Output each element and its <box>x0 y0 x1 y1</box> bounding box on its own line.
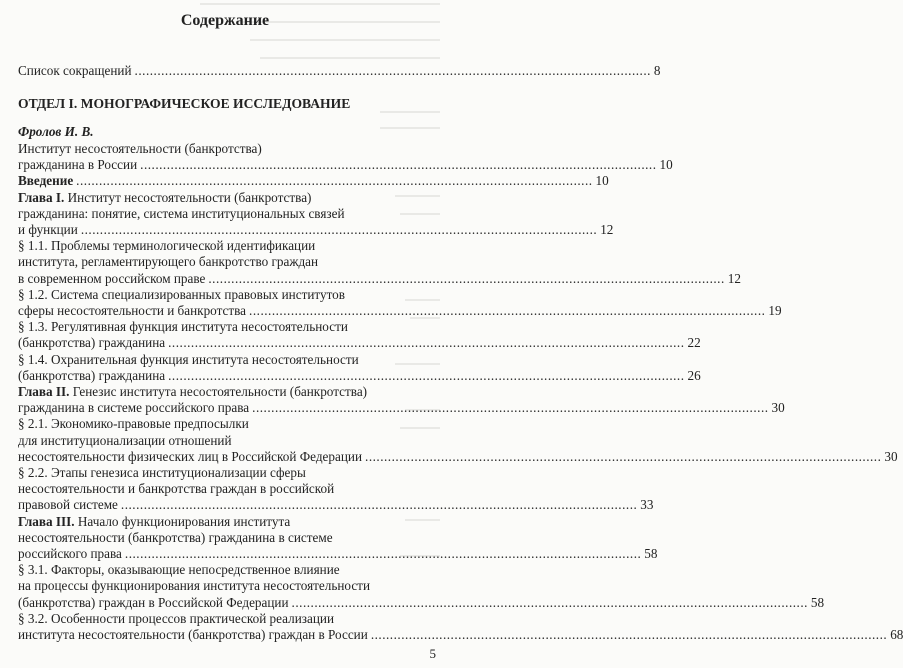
toc-entry[interactable]: сферы несостоятельности и банкротства ........................................................................................................................................ 19 <box>18 303 782 318</box>
chapter-heading: Глава II. Генезис института несостоятельности (банкротства) <box>18 384 368 399</box>
toc-page-number: 30 <box>884 448 898 464</box>
toc-entry[interactable]: гражданина в системе российского права ........................................................................................................................................ 30 <box>18 400 785 416</box>
toc-page-number: 12 <box>727 270 741 286</box>
dot-leader: ........................................................................................................................................ <box>80 222 598 237</box>
toc-entry[interactable]: несостоятельности физических лиц в Российской Федерации ........................................................................................................................................ 30 <box>18 448 898 464</box>
toc-entry[interactable]: правовой системе ........................................................................................................................................ 33 <box>18 497 654 513</box>
toc-entry[interactable]: института несостоятельности (банкротства) граждан в России ........................................................................................................................................ 68 <box>18 627 903 642</box>
toc-line: для институционализации отношений <box>18 432 232 448</box>
toc-entry-text: Список сокращений <box>18 63 132 78</box>
toc-entry-abbreviations[interactable] <box>18 63 661 79</box>
toc-page-number: 10 <box>659 157 673 173</box>
toc-line: § 2.1. Экономико-правовые предпосылки <box>18 416 249 432</box>
toc-page-number: 33 <box>640 497 654 513</box>
toc-entry[interactable]: в современном российском праве ........................................................................................................................................ 12 <box>18 270 741 286</box>
toc-page-number: 12 <box>600 222 614 237</box>
toc-entry[interactable]: (банкротства) гражданина ........................................................................................................................................ 22 <box>18 335 701 351</box>
dot-leader: ........................................................................................................................................ <box>365 448 882 464</box>
dot-leader: ........................................................................................................................................ <box>208 270 725 286</box>
toc-line: § 1.3. Регулятивная функция института несостоятельности <box>18 319 348 335</box>
toc-entry[interactable]: и функции ........................................................................................................................................ 12 <box>18 222 614 237</box>
dot-leader: ........................................................................................................................................ <box>252 400 769 416</box>
toc-line: § 1.1. Проблемы терминологической идентификации <box>18 238 316 254</box>
toc-entry[interactable]: (банкротства) гражданина ........................................................................................................................................ 26 <box>18 367 701 383</box>
toc-line: § 3.1. Факторы, оказывающие непосредственное влияние <box>18 562 340 578</box>
chapter-heading: Глава III. Начало функционирования института <box>18 513 291 529</box>
toc-page-number: 26 <box>687 367 701 383</box>
author-name: Фролов И. В. <box>18 124 94 139</box>
dot-leader: ........................................................................................................................................ <box>249 303 766 318</box>
page-number: 5 <box>429 646 436 661</box>
toc-page-number: 58 <box>810 594 825 610</box>
page-title: Содержание <box>180 12 270 29</box>
toc-line: на процессы функционирования института несостоятельности <box>18 578 370 594</box>
toc-page-number: 30 <box>771 400 785 416</box>
dot-leader: ........................................................................................................................................ <box>168 335 685 351</box>
dot-leader: ........................................................................................................................................ <box>291 594 808 610</box>
toc-line: гражданина: понятие, система институциональных связей <box>18 205 345 221</box>
dot-leader: ........................................................................................................................................ <box>124 546 642 561</box>
toc-entry[interactable]: гражданина в России ........................................................................................................................................ 10 <box>18 157 673 173</box>
dot-leader: ........................................................................................................................................ <box>134 63 651 78</box>
dot-leader: ........................................................................................................................................ <box>168 367 685 383</box>
dot-leader: ........................................................................................................................................ <box>76 173 593 189</box>
section-heading: ОТДЕЛ I. МОНОГРАФИЧЕСКОЕ ИССЛЕДОВАНИЕ <box>18 96 351 111</box>
dot-leader: ........................................................................................................................................ <box>370 627 888 642</box>
toc-page-number: 19 <box>768 303 782 318</box>
toc-line: института, регламентирующего банкротство граждан <box>18 254 319 270</box>
chapter-heading: Глава I. Институт несостоятельности (банкротства) <box>18 189 312 205</box>
toc-line: § 1.4. Охранительная функция института несостоятельности <box>18 351 359 367</box>
toc-line: § 3.2. Особенности процессов практической реализации <box>18 610 335 626</box>
toc-line: § 2.2. Этапы генезиса институционализации сферы <box>18 465 306 480</box>
toc-line: несостоятельности и банкротства граждан в российской <box>18 481 335 497</box>
toc-page-number: 68 <box>890 627 903 642</box>
toc-line: § 1.2. Система специализированных правовых институтов <box>18 286 346 302</box>
dot-leader: ........................................................................................................................................ <box>120 497 638 513</box>
toc-page-number: 58 <box>644 546 658 561</box>
toc-entry-introduction[interactable]: Введение ........................................................................................................................................ 10 <box>18 173 609 189</box>
toc-entry[interactable]: (банкротства) граждан в Российской Федерации ........................................................................................................................................ 58 <box>18 594 825 610</box>
toc-page-number: 8 <box>653 63 661 78</box>
toc-line: Институт несостоятельности (банкротства) <box>18 141 262 156</box>
toc-entry[interactable]: российского права ........................................................................................................................................ 58 <box>18 546 658 561</box>
toc-page-number: 10 <box>595 173 609 189</box>
dot-leader: ........................................................................................................................................ <box>140 157 657 173</box>
toc-page-number: 22 <box>687 335 701 351</box>
toc-line: несостоятельности (банкротства) гражданина в системе <box>18 529 333 545</box>
